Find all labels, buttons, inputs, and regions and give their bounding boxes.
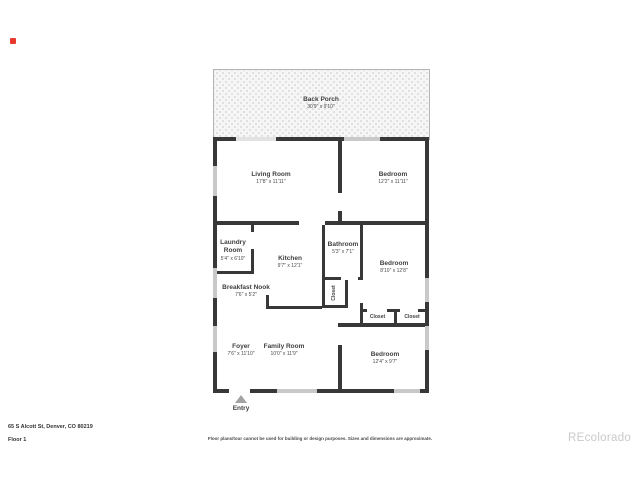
- room-label-bedroom-top: [353, 171, 433, 186]
- room-dims: 17'8" x 11'11": [256, 179, 286, 186]
- room-dims: 10'0" x 11'9": [270, 351, 298, 358]
- room-dims: 7'6" x 5'2": [235, 292, 257, 299]
- room-name: Kitchen: [278, 255, 302, 262]
- room-dims: 5'4" x 6'10": [220, 255, 246, 262]
- room-name: Bathroom: [327, 241, 359, 248]
- wall-kitchen-bottom: [266, 306, 322, 309]
- room-name: Back Porch: [303, 96, 339, 103]
- room-dims: 9'7" x 12'1": [277, 263, 303, 270]
- room-name: Bedroom: [379, 260, 409, 267]
- entry-door-gap: [229, 389, 250, 393]
- window-left-living: [213, 166, 217, 196]
- room-dims: 30'9" x 9'10": [307, 104, 335, 111]
- room-dims: 7'6" x 11'10": [227, 351, 255, 358]
- wall-closets-bottom: [338, 323, 429, 327]
- hallway-opening: [299, 221, 325, 225]
- room-name: Family Room: [263, 343, 305, 350]
- room-label-family-room: [252, 343, 316, 358]
- wall-closets-divider: [394, 312, 397, 323]
- room-name: Bedroom: [378, 171, 408, 178]
- wall-laundry-bottom: [213, 271, 254, 274]
- entry-arrow-icon: [235, 395, 247, 403]
- closet1-door-gap: [367, 309, 387, 312]
- room-dims: 5'3" x 7'1": [332, 249, 354, 256]
- disclaimer-text: Floor plans/tour cannot be used for building or design purposes. Sizes and dimensions are approximate.: [207, 436, 433, 441]
- room-label-closet-2: Closet: [404, 314, 420, 320]
- room-dims: 8'10" x 12'8": [380, 268, 408, 275]
- porch-door-opening: [236, 137, 276, 141]
- window-right-bedroom-mid: [425, 278, 429, 302]
- room-dims: 12'4" x 9'7": [372, 359, 398, 366]
- room-label-bathroom: [323, 241, 363, 256]
- recolorado-watermark: REcolorado: [568, 432, 632, 444]
- room-name: Bedroom: [370, 351, 400, 358]
- room-label-breakfast-nook: [214, 284, 278, 299]
- window-right-bedroom-bottom: [425, 326, 429, 350]
- entry-label: Entry: [232, 405, 250, 412]
- window-bottom-bedroom: [394, 389, 420, 393]
- floor-number-text: Floor 1: [8, 437, 27, 443]
- laundry-door-gap: [251, 232, 254, 249]
- room-dims: 12'2" x 11'11": [378, 179, 408, 186]
- window-top-bedroom: [344, 137, 380, 141]
- room-label-bedroom-bottom: [353, 351, 417, 366]
- wall-living-bedroom-upper: [338, 137, 342, 193]
- room-label-laundry: [215, 239, 251, 262]
- room-name: Laundry Room: [220, 239, 246, 255]
- room-label-back-porch: [261, 96, 381, 111]
- room-name: Living Room: [251, 171, 291, 178]
- window-bottom-family: [277, 389, 317, 393]
- wall-family-bedroom-divider: [338, 345, 342, 391]
- room-label-closet-1: Closet: [369, 314, 386, 320]
- closet2-door-gap: [400, 309, 418, 312]
- room-label-living-room: [221, 171, 321, 186]
- room-name: Foyer: [232, 343, 250, 350]
- red-marker: [10, 38, 16, 44]
- address-text: 65 S Alcott St, Denver, CO 80219: [8, 424, 93, 430]
- room-label-kitchen: [260, 255, 320, 270]
- room-label-bedroom-mid: [362, 260, 426, 275]
- room-label-hall-closet: Closet: [331, 285, 337, 301]
- room-name: Breakfast Nook: [222, 284, 270, 291]
